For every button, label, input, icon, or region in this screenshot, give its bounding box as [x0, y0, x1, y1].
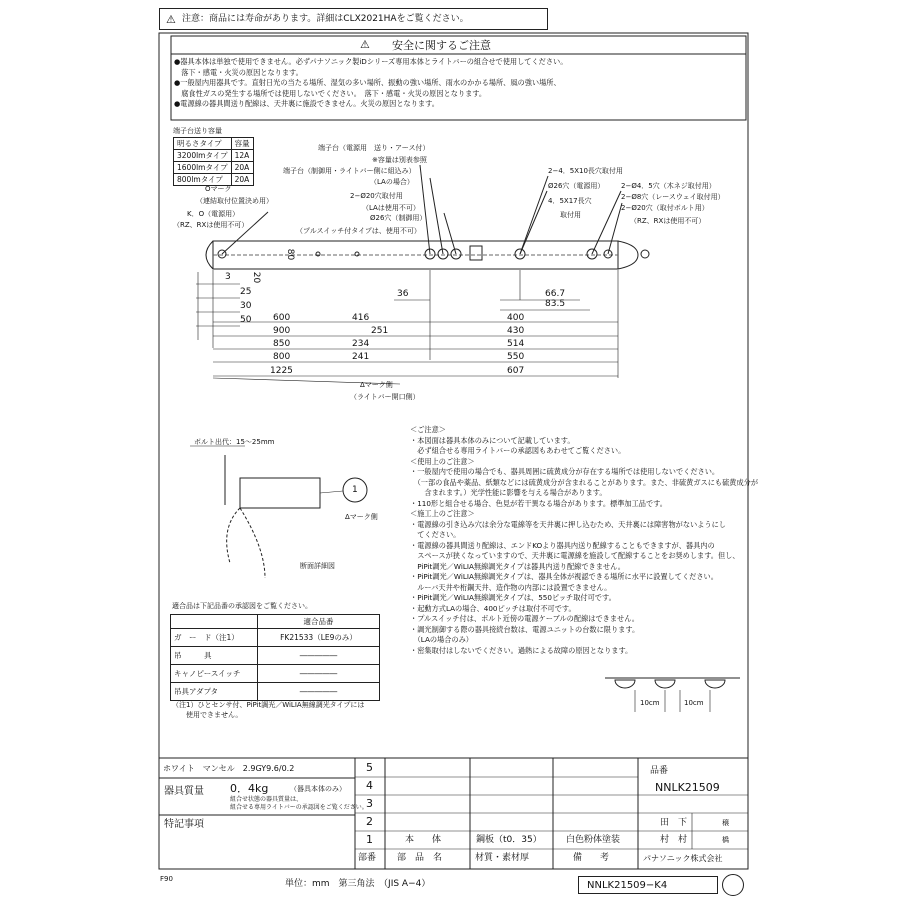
label-hole-4-5x17: 4．5X17長穴 — [548, 197, 592, 205]
dim-total: 1225 — [270, 366, 293, 376]
label-section-delta: Δマーク側 — [345, 513, 378, 521]
footer-note: 備 考 — [573, 853, 610, 863]
dim-66-7: 66.7 — [545, 289, 566, 299]
dim-left: 416 — [352, 313, 370, 323]
label-note-ref: ※容量は別表参照 — [372, 156, 427, 164]
table-cell: 吊具アダプタ — [171, 683, 258, 701]
note-line: ・起動方式LAの場合、400ピッチは取付不可です。 — [410, 603, 576, 613]
accessories-title: 適合品は下記品番の承認図をご覧ください。 — [172, 602, 312, 610]
dim-right: 430 — [507, 326, 525, 336]
table-cell: FK21533（LE9のみ） — [258, 629, 380, 647]
dim-left: 241 — [352, 352, 370, 362]
dim-right: 550 — [507, 352, 525, 362]
note-line: PiPit調光／WiLIA無線調光タイプは器具内送り配線できません。 — [410, 561, 625, 571]
footer-name: 部 品 名 — [397, 853, 443, 863]
dim-total: 850 — [273, 339, 291, 349]
note-line: ・電源線の引き込み穴は余分な電線等を天井裏に押し込むため、天井裏には障害物がないようにし — [410, 519, 726, 529]
label-terminal-control: 端子台（制御用・ライトバー側に組込み） — [283, 167, 416, 175]
table-header: 容量 — [231, 138, 253, 150]
label-hole-2-4-5: 2−Ø4．5穴（木ネジ取付用） — [621, 182, 716, 190]
note-line: ルーバ天井や桁鋼天井、造作物の内部には設置できません。 — [410, 582, 612, 592]
note-line: ・調光制御する際の器具接続台数は、電源ユニットの台数に限ります。 — [410, 624, 640, 634]
note-line: ・密集取付はしないでください。過熱による故障の原因となります。 — [410, 645, 633, 655]
note-line: ・PiPit調光／WiLIA無線調光タイプは、550ピッチ取付可です。 — [410, 593, 616, 602]
table-row — [174, 174, 254, 186]
dim-50: 50 — [240, 315, 252, 325]
table-cell: 800lmタイプ — [174, 174, 232, 186]
product-label: 品番 — [650, 766, 669, 776]
drawing-number-box — [578, 876, 718, 894]
dim-total: 800 — [273, 352, 291, 362]
dim-83-5: 83.5 — [545, 299, 566, 309]
pitch-label: 10cm — [640, 699, 660, 707]
color-spec: ホワイト マンセル 2.9GY9.6/0.2 — [163, 764, 295, 773]
table-row — [174, 150, 254, 162]
table-cell: 1600lmタイプ — [174, 162, 232, 174]
label-delta-mark: Δマーク側 — [360, 381, 393, 389]
note-line: ＜施工上のご注意＞ — [410, 509, 475, 518]
table-cell: 3200lmタイプ — [174, 150, 232, 162]
dim-total: 900 — [273, 326, 291, 336]
dim-right: 607 — [507, 366, 525, 376]
drawing-number: NNLK21509−K4 — [587, 880, 668, 891]
part-note: 白色粉体塗装 — [566, 835, 621, 845]
dim-right: 400 — [507, 313, 525, 323]
dim-left: 234 — [352, 339, 370, 349]
part-name: 本 体 — [405, 835, 442, 845]
dim-total: 600 — [273, 313, 291, 323]
label-lightbar-opening: （ライトバー開口側） — [350, 393, 420, 401]
table-header: 明るさタイプ — [174, 138, 232, 150]
note-line: スペースが狭くなっていますので、天井裏に電源線を施設して配線することをお奨めします。但し、 — [410, 551, 740, 560]
note-line: ・110形と組合せる場合、色見が若干異なる場合があります。標準加工品です。 — [410, 498, 667, 508]
special-label: 特記事項 — [164, 819, 204, 830]
label-hole-4-5x10: 2−4．5X10長穴取付用 — [548, 167, 623, 175]
dim-30: 30 — [240, 301, 252, 311]
label-rz-rx-b: （RZ、RXは使用不可） — [630, 217, 706, 225]
table-header: 適合品番 — [258, 615, 380, 629]
label-o-mark-sub: （連結取付位置決め用） — [196, 197, 273, 205]
sign-mark: 穣 — [722, 819, 729, 827]
table-cell: キャノピースイッチ — [171, 665, 258, 683]
note-line: （LAの場合のみ） — [410, 635, 473, 644]
safety-line: 落下・感電・火災の原因となります。 — [174, 67, 303, 77]
safety-line: ●電源線の器具間送り配線は、天井裏に施設できません。火災の原因となります。 — [174, 99, 439, 108]
safety-warning-icon: ⚠ — [360, 38, 370, 51]
note-line: ・本図面は器具本体のみについて記載しています。 — [410, 435, 575, 445]
label-ko-power: K．O（電源用） — [187, 210, 240, 218]
safety-text — [174, 57, 567, 110]
dim-left: 251 — [371, 326, 389, 336]
note-line: ＜使用上のご注意＞ — [410, 456, 475, 466]
safety-line: ●器具本体は単独で使用できません。必ずパナソニック製iDシリーズ専用本体とライトバーの組合せで使用してください。 — [174, 57, 568, 66]
safety-line: ●一般屋内用器具です。直射日光の当たる場所、湿気の多い場所、振動の強い場所、雨水のかかる場所、風の強い場所、 — [174, 78, 561, 87]
note-line: ・プルスイッチ付は、ボルト近傍の電源ケーブルの配線はできません。 — [410, 614, 639, 623]
page-code: F90 — [160, 875, 173, 883]
section-caption: 断面詳細図 — [300, 562, 335, 570]
table-row — [171, 665, 380, 683]
accessories-footnote: （注1）ひとセンサ付、PiPit調光／WiLIA無線調光タイプには — [172, 701, 365, 709]
part-number: 3 — [366, 797, 373, 810]
accessories-table — [170, 614, 380, 701]
weight-sub: 組合せる専用ライトバーの承認図をご覧ください。 — [230, 804, 368, 811]
label-la-not-usable: （LAは使用不可） — [362, 204, 420, 212]
dim-right: 514 — [507, 339, 525, 349]
table-cell: 吊 具 — [171, 647, 258, 665]
label-rz-rx-a: （RZ、RXは使用不可） — [173, 221, 249, 229]
weight-sub: 組合せ状態の器具質量は、 — [230, 796, 303, 803]
capacity-table-title: 端子台送り容量 — [173, 127, 222, 135]
label-hole-26: Ø26穴（電源用） — [548, 182, 605, 190]
units-note: 単位：mm 第三角法 （JIS A−4） — [285, 879, 431, 889]
table-row — [171, 615, 380, 629]
revision-circle — [722, 874, 744, 896]
dim-3: 3 — [225, 272, 231, 282]
dim-25: 25 — [240, 287, 252, 297]
label-o-mark: Oマーク — [205, 185, 232, 193]
sign-1: 田 下 — [660, 818, 688, 828]
table-cell: ――――― — [258, 665, 380, 683]
product-code: NNLK21509 — [655, 781, 720, 794]
note-line: ・電源線の器具間送り配線は、エンドKOより器具内送り配線することもできますが、器具内の — [410, 540, 715, 550]
header-note: 注意：商品には寿命があります。詳細はCLX2021HAをご覧ください。 — [182, 14, 469, 24]
notes — [410, 425, 758, 656]
note-line: 必ず組合せる専用ライトバーの承認図もあわせてご覧ください。 — [410, 446, 626, 455]
part-number: 2 — [366, 815, 373, 828]
part-number: 4 — [366, 779, 373, 792]
footer-no: 部番 — [358, 853, 377, 863]
part-material: 鋼板（t0．35） — [476, 835, 542, 845]
note-line: （一部の食品や薬品、紙類などには硫黄成分が含まれることがあります。また、非硫黄ガスにも硫黄成分が — [410, 477, 759, 487]
sign-mark: 橋 — [722, 836, 729, 844]
capacity-table — [173, 137, 254, 186]
note-line: ＜ご注意＞ — [410, 425, 446, 434]
label-hole-2-20-a: 2−Ø20穴取付用 — [350, 192, 403, 200]
label-pull-switch: （プルスイッチ付タイプは、使用不可） — [296, 227, 421, 235]
company: パナソニック株式会社 — [643, 854, 723, 863]
table-row — [171, 647, 380, 665]
note-line: 含まれます。）光学性能に影響を与える場合があります。 — [410, 488, 607, 497]
note-line: ・PiPit調光／WiLIA無線調光タイプは、器具全体が視認できる場所に水平に設置してください。 — [410, 572, 718, 581]
table-cell: ――――― — [258, 647, 380, 665]
part-number: 5 — [366, 761, 373, 774]
accessories-footnote: 使用できません。 — [172, 711, 243, 719]
label-hole-26-ctrl: Ø26穴（制御用） — [370, 214, 427, 222]
table-cell: ガ ー ド（注1） — [171, 629, 258, 647]
warning-icon: ⚠ — [166, 13, 176, 26]
sign-2: 村 村 — [660, 835, 688, 845]
safety-title: 安全に関するご注意 — [392, 39, 491, 52]
label-hole-2-8: 2−Ø8穴（レースウェイ取付用） — [621, 193, 725, 201]
dim-36: 36 — [397, 289, 409, 299]
table-row — [171, 683, 380, 701]
table-cell: 20A — [231, 162, 253, 174]
note-line: ・一般屋内で使用の場合でも、器具周囲に硫黄成分が存在する場所では使用しないでください。 — [410, 467, 720, 476]
table-cell: 20A — [231, 174, 253, 186]
dim-20: 20 — [251, 271, 262, 284]
table-cell: ――――― — [258, 683, 380, 701]
label-la-case: （LAの場合） — [370, 178, 414, 186]
note-line: てください。 — [410, 530, 461, 539]
weight-label: 器具質量 — [164, 786, 204, 797]
label-terminal-power: 端子台（電源用 送り・アース付） — [318, 144, 430, 152]
pitch-label: 10cm — [684, 699, 704, 707]
table-cell: 12A — [231, 150, 253, 162]
table-row — [171, 629, 380, 647]
label-hole-2-20-b: 2−Ø20穴（取付ボルト用） — [621, 204, 709, 212]
label-bolt: ボルト出代：15〜25mm — [194, 438, 275, 446]
footer-material: 材質・素材厚 — [475, 853, 530, 863]
safety-line: 腐食性ガスの発生する場所では使用しないでください。 落下・感電・火災の原因となります。 — [174, 88, 487, 98]
table-row — [174, 162, 254, 174]
weight-value: 0．4kg — [230, 782, 269, 795]
header-note-box — [159, 8, 548, 30]
table-row — [174, 138, 254, 150]
label-mount: 取付用 — [560, 211, 581, 219]
table-cell — [171, 615, 258, 629]
part-number: 1 — [366, 833, 373, 846]
weight-note: （器具本体のみ） — [290, 785, 346, 793]
dim-80: 80 — [285, 248, 296, 261]
callout-1: 1 — [352, 485, 358, 495]
